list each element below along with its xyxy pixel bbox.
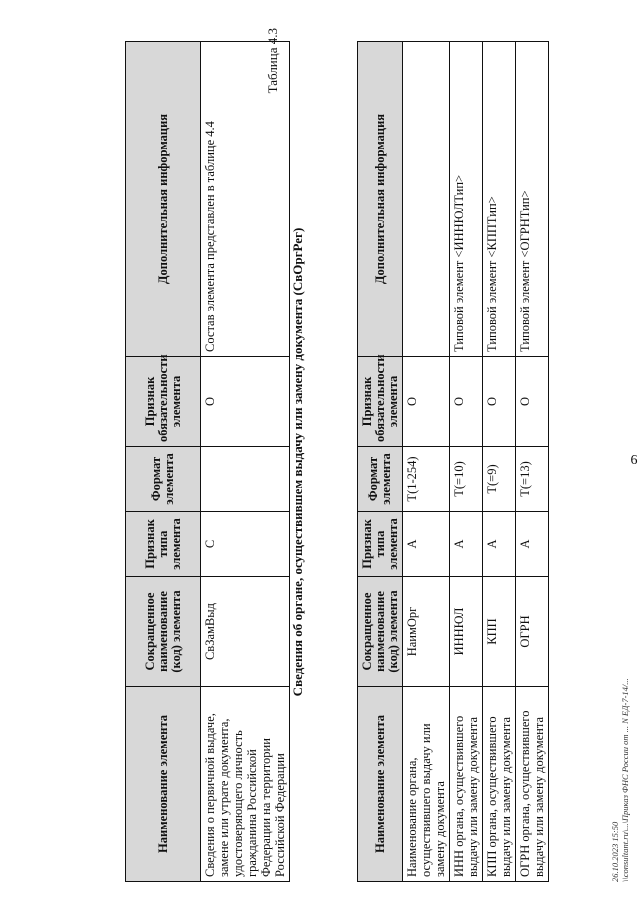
table-row	[483, 42, 516, 882]
stamp-path: \\consultant.ru\...\Приказ ФНС России от ... N ЕД-7-14/...	[620, 678, 630, 882]
table-row	[516, 42, 549, 882]
element-format: T(=13)	[516, 447, 549, 512]
element-code: ОГРН	[516, 577, 549, 687]
element-type: А	[483, 512, 516, 577]
column-header: Признак типа элемента	[126, 512, 201, 577]
column-header: Признак обязательности элемента	[358, 357, 403, 447]
element-name: ИНН органа, осуществившего выдачу или замену документа	[450, 687, 483, 882]
element-code: ИННЮЛ	[450, 577, 483, 687]
column-header: Формат элемента	[358, 447, 403, 512]
table-row	[450, 42, 483, 882]
table-4-3	[357, 41, 549, 882]
element-required: О	[403, 357, 450, 447]
element-required: О	[201, 357, 290, 447]
table-title: Сведения об органе, осуществившем выдачу или замену документа (СвОргРег)	[290, 227, 305, 697]
table-label: Таблица 4.3	[265, 28, 280, 94]
column-header: Признак типа элемента	[358, 512, 403, 577]
table-header-row	[126, 42, 201, 882]
element-type: А	[516, 512, 549, 577]
table-row	[201, 42, 290, 882]
print-stamp	[610, 582, 630, 882]
column-header: Дополнительная информация	[358, 42, 403, 357]
element-info: Типовой элемент <ОГРНТип>	[516, 42, 549, 357]
column-header: Дополнительная информация	[126, 42, 201, 357]
element-name: ОГРН органа, осуществившего выдачу или замену документа	[516, 687, 549, 882]
element-format: T(=10)	[450, 447, 483, 512]
element-format: T(=9)	[483, 447, 516, 512]
column-header: Признак обязательности элемента	[126, 357, 201, 447]
element-name: КПП органа, осуществившего выдачу или замену документа	[483, 687, 516, 882]
column-header: Наименование элемента	[358, 687, 403, 882]
element-code: КПП	[483, 577, 516, 687]
table-4-2-fragment	[125, 41, 290, 882]
element-required: О	[483, 357, 516, 447]
column-header: Сокращенное наименование (код) элемента	[126, 577, 201, 687]
element-name: Сведения о первичной выдаче, замене или утрате документа, удостоверяющего личность гражданина Российской Федерации на территории Российской Федерации	[201, 687, 290, 882]
table-row	[403, 42, 450, 882]
element-name: Наименование органа, осуществившего выдачу или замену документа	[403, 687, 450, 882]
element-info	[403, 42, 450, 357]
element-info: Типовой элемент <КППТип>	[483, 42, 516, 357]
element-type: А	[450, 512, 483, 577]
element-code: СвЗамВыд	[201, 577, 290, 687]
element-required: О	[450, 357, 483, 447]
element-type: С	[201, 512, 290, 577]
table-header-row	[358, 42, 403, 882]
element-code: НаимОрг	[403, 577, 450, 687]
element-format	[201, 447, 290, 512]
element-info: Типовой элемент <ИННЮЛТип>	[450, 42, 483, 357]
element-info: Состав элемента представлен в таблице 4.4	[201, 42, 290, 357]
column-header: Наименование элемента	[126, 687, 201, 882]
stamp-date: 26.10.2023 15:50	[610, 821, 620, 882]
column-header: Формат элемента	[126, 447, 201, 512]
element-required: О	[516, 357, 549, 447]
page-number: 6	[630, 453, 638, 468]
element-type: А	[403, 512, 450, 577]
element-format: T(1-254)	[403, 447, 450, 512]
column-header: Сокращенное наименование (код) элемента	[358, 577, 403, 687]
